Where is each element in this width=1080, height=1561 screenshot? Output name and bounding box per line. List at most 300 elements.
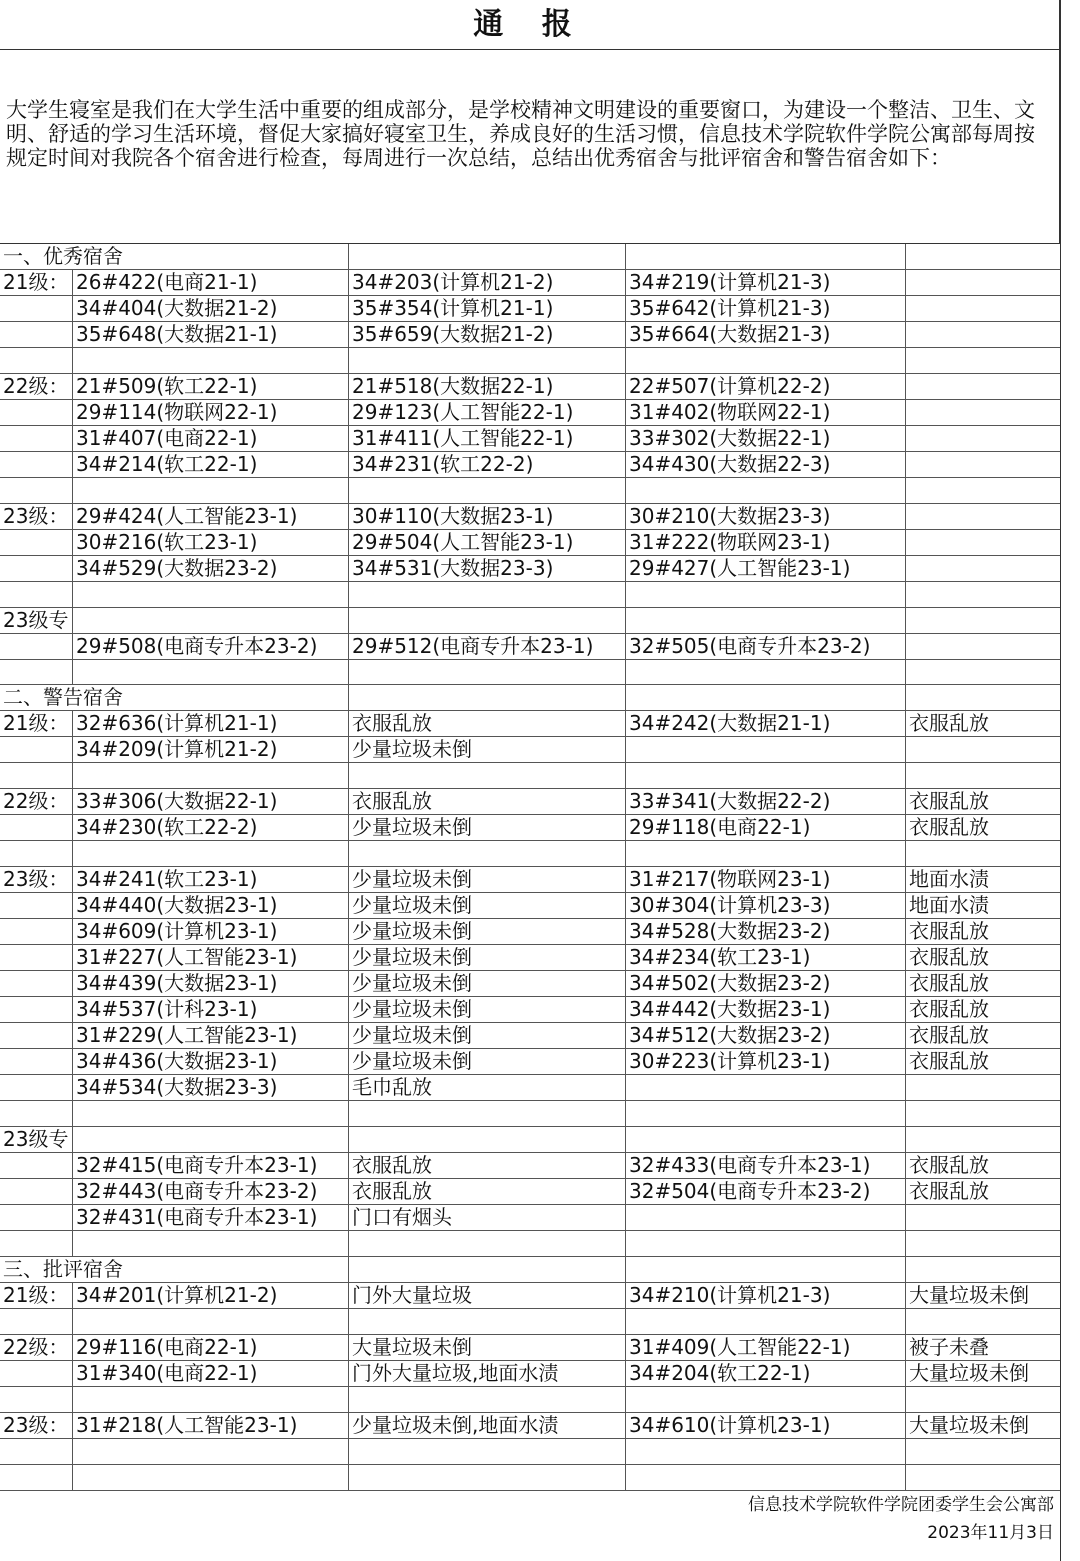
table-row	[0, 1335, 1060, 1361]
column-divider	[625, 1439, 626, 1464]
column-divider	[625, 997, 626, 1022]
table-cell: 门口有烟头	[352, 1204, 452, 1229]
table-row	[0, 1387, 1060, 1413]
table-cell: 衣服乱放	[909, 1152, 989, 1177]
column-divider	[72, 1127, 73, 1152]
intro-paragraph: 大学生寝室是我们在大学生活中重要的组成部分，是学校精神文明建设的重要窗口，为建设一个整洁、卫生、文明、舒适的学习生活环境，督促大家搞好寝室卫生，养成良好的生活习惯，信息技术学院软件学院公寓部每周按规定时间对我院各个宿舍进行检查，每周进行一次总结，总结出优秀宿舍与批评宿舍和警告宿舍如下：	[0, 50, 1060, 244]
column-divider	[348, 582, 349, 607]
column-divider	[905, 1335, 906, 1360]
table-row	[0, 893, 1060, 919]
table-cell: 22级：	[3, 373, 69, 398]
table-row	[0, 1231, 1060, 1257]
column-divider	[625, 348, 626, 373]
table-cell: 34#529(大数据23-2)	[76, 555, 278, 580]
column-divider	[625, 919, 626, 944]
column-divider	[72, 1205, 73, 1230]
column-divider	[348, 322, 349, 347]
table-cell: 34#204(软工22-1)	[629, 1360, 811, 1385]
table-cell: 衣服乱放	[352, 1152, 432, 1177]
column-divider	[905, 867, 906, 892]
table-cell: 大量垃圾未倒	[909, 1412, 1029, 1437]
column-divider	[348, 1231, 349, 1256]
column-divider	[348, 893, 349, 918]
column-divider	[348, 867, 349, 892]
column-divider	[905, 1179, 906, 1204]
column-divider	[625, 322, 626, 347]
column-divider	[905, 1283, 906, 1308]
table-cell: 31#229(人工智能23-1)	[76, 1023, 298, 1048]
table-cell: 30#110(大数据23-1)	[352, 503, 554, 528]
column-divider	[72, 867, 73, 892]
column-divider	[72, 452, 73, 477]
table-row	[0, 374, 1060, 400]
column-divider	[348, 556, 349, 581]
table-cell: 34#430(大数据22-3)	[629, 451, 831, 476]
column-divider	[348, 400, 349, 425]
column-divider	[348, 971, 349, 996]
table-cell: 34#610(计算机23-1)	[629, 1412, 831, 1437]
column-divider	[905, 971, 906, 996]
table-cell: 34#209(计算机21-2)	[76, 737, 278, 762]
table-cell: 29#118(电商22-1)	[629, 815, 811, 840]
table-row	[0, 1413, 1060, 1439]
table-cell: 衣服乱放	[909, 971, 989, 996]
table-cell: 二、警告宿舍	[3, 685, 123, 710]
table-cell: 毛巾乱放	[352, 1075, 432, 1099]
column-divider	[348, 1465, 349, 1490]
column-divider	[905, 1387, 906, 1412]
table-cell: 34#231(软工22-2)	[352, 451, 534, 476]
column-divider	[625, 556, 626, 581]
table-cell: 大量垃圾未倒	[909, 1360, 1029, 1385]
column-divider	[72, 1101, 73, 1126]
table-cell: 少量垃圾未倒	[352, 997, 472, 1022]
table-cell: 31#218(人工智能23-1)	[76, 1412, 298, 1437]
column-divider	[348, 1309, 349, 1334]
column-divider	[625, 452, 626, 477]
column-divider	[72, 660, 73, 685]
table-cell: 34#234(软工23-1)	[629, 945, 811, 970]
table-row	[0, 1153, 1060, 1179]
column-divider	[72, 608, 73, 633]
column-divider	[905, 893, 906, 918]
table-cell: 大量垃圾未倒	[352, 1334, 472, 1359]
table-row	[0, 815, 1060, 841]
column-divider	[72, 1231, 73, 1256]
table-row	[0, 1257, 1060, 1283]
column-divider	[348, 1153, 349, 1178]
table-cell: 31#340(电商22-1)	[76, 1360, 258, 1385]
table-row	[0, 1023, 1060, 1049]
column-divider	[348, 789, 349, 814]
column-divider	[72, 945, 73, 970]
column-divider	[72, 530, 73, 555]
table-cell: 衣服乱放	[909, 711, 989, 736]
column-divider	[625, 971, 626, 996]
column-divider	[348, 426, 349, 451]
column-divider	[625, 426, 626, 451]
column-divider	[625, 685, 626, 710]
column-divider	[348, 997, 349, 1022]
table-cell: 23级专	[3, 607, 69, 632]
table-row	[0, 945, 1060, 971]
table-cell: 22级：	[3, 1334, 69, 1359]
column-divider	[905, 608, 906, 633]
table-cell: 31#222(物联网23-1)	[629, 529, 831, 554]
table-cell: 衣服乱放	[909, 1178, 989, 1203]
column-divider	[905, 582, 906, 607]
column-divider	[625, 608, 626, 633]
table-cell: 少量垃圾未倒	[352, 815, 472, 840]
column-divider	[72, 1309, 73, 1334]
table-cell: 34#242(大数据21-1)	[629, 711, 831, 736]
column-divider	[72, 971, 73, 996]
table-cell: 衣服乱放	[909, 919, 989, 944]
table-cell: 32#504(电商专升本23-2)	[629, 1178, 871, 1203]
column-divider	[348, 815, 349, 840]
table-cell: 33#341(大数据22-2)	[629, 789, 831, 814]
column-divider	[348, 634, 349, 659]
table-cell: 34#436(大数据23-1)	[76, 1049, 278, 1074]
table-cell: 34#531(大数据23-3)	[352, 555, 554, 580]
table-cell: 少量垃圾未倒	[352, 893, 472, 918]
column-divider	[348, 1361, 349, 1386]
column-divider	[348, 1413, 349, 1438]
column-divider	[625, 374, 626, 399]
column-divider	[72, 1283, 73, 1308]
right-border	[1060, 0, 1061, 1561]
table-cell: 地面水渍	[909, 893, 989, 918]
table-row	[0, 322, 1060, 348]
column-divider	[348, 1439, 349, 1464]
table-cell: 32#431(电商专升本23-1)	[76, 1204, 318, 1229]
table-cell: 大量垃圾未倒	[909, 1282, 1029, 1307]
table-cell: 地面水渍	[909, 867, 989, 892]
table-row	[0, 867, 1060, 893]
column-divider	[625, 1361, 626, 1386]
table-cell: 35#354(计算机21-1)	[352, 295, 554, 320]
table-cell: 少量垃圾未倒	[352, 1049, 472, 1074]
column-divider	[72, 1049, 73, 1074]
table-row	[0, 504, 1060, 530]
column-divider	[905, 348, 906, 373]
column-divider	[625, 270, 626, 295]
table-cell: 34#210(计算机21-3)	[629, 1282, 831, 1307]
page-title: 通 报	[0, 0, 1060, 50]
table-cell: 34#534(大数据23-3)	[76, 1075, 278, 1099]
table-cell: 衣服乱放	[352, 1178, 432, 1203]
column-divider	[348, 1049, 349, 1074]
table-cell: 三、批评宿舍	[3, 1256, 123, 1281]
column-divider	[348, 1127, 349, 1152]
table-cell: 32#433(电商专升本23-1)	[629, 1152, 871, 1177]
table-cell: 32#415(电商专升本23-1)	[76, 1152, 318, 1177]
column-divider	[625, 1387, 626, 1412]
column-divider	[905, 1023, 906, 1048]
table-cell: 衣服乱放	[909, 1023, 989, 1048]
column-divider	[348, 1101, 349, 1126]
column-divider	[905, 1127, 906, 1152]
column-divider	[348, 1179, 349, 1204]
column-divider	[72, 426, 73, 451]
table-row	[0, 1127, 1060, 1153]
column-divider	[625, 1101, 626, 1126]
table-cell: 34#439(大数据23-1)	[76, 971, 278, 996]
column-divider	[72, 789, 73, 814]
column-divider	[905, 1413, 906, 1438]
column-divider	[905, 1231, 906, 1256]
table-cell: 31#407(电商22-1)	[76, 425, 258, 450]
table-row	[0, 711, 1060, 737]
column-divider	[72, 556, 73, 581]
table-row	[0, 1439, 1060, 1465]
table-row	[0, 296, 1060, 322]
table-cell: 30#304(计算机23-3)	[629, 893, 831, 918]
column-divider	[348, 348, 349, 373]
table-cell: 衣服乱放	[352, 789, 432, 814]
table-cell: 衣服乱放	[909, 789, 989, 814]
column-divider	[905, 1361, 906, 1386]
table-cell: 34#537(计科23-1)	[76, 997, 258, 1022]
column-divider	[905, 1439, 906, 1464]
table-cell: 21#509(软工22-1)	[76, 373, 258, 398]
column-divider	[72, 737, 73, 762]
table-cell: 31#402(物联网22-1)	[629, 399, 831, 424]
column-divider	[72, 893, 73, 918]
column-divider	[348, 1387, 349, 1412]
table-cell: 35#648(大数据21-1)	[76, 321, 278, 346]
column-divider	[72, 582, 73, 607]
table-cell: 34#241(软工23-1)	[76, 867, 258, 892]
table-row	[0, 1309, 1060, 1335]
column-divider	[625, 1179, 626, 1204]
table-row	[0, 400, 1060, 426]
table-cell: 衣服乱放	[909, 815, 989, 840]
table-cell: 少量垃圾未倒	[352, 919, 472, 944]
table-cell: 少量垃圾未倒	[352, 737, 472, 762]
table-cell: 一、优秀宿舍	[3, 244, 123, 268]
table-row	[0, 763, 1060, 789]
column-divider	[625, 1309, 626, 1334]
table-cell: 被子未叠	[909, 1334, 989, 1359]
table-cell: 少量垃圾未倒	[352, 945, 472, 970]
column-divider	[625, 244, 626, 269]
column-divider	[348, 608, 349, 633]
column-divider	[348, 1075, 349, 1100]
table-cell: 29#508(电商专升本23-2)	[76, 633, 318, 658]
table-row	[0, 1361, 1060, 1387]
column-divider	[905, 556, 906, 581]
table-cell: 26#422(电商21-1)	[76, 269, 258, 294]
table-cell: 33#302(大数据22-1)	[629, 425, 831, 450]
table-cell: 21#518(大数据22-1)	[352, 373, 554, 398]
column-divider	[905, 1465, 906, 1490]
column-divider	[905, 400, 906, 425]
table-cell: 21级：	[3, 269, 69, 294]
column-divider	[905, 634, 906, 659]
column-divider	[72, 919, 73, 944]
table-cell: 31#411(人工智能22-1)	[352, 425, 574, 450]
column-divider	[625, 945, 626, 970]
table-cell: 少量垃圾未倒	[352, 971, 472, 996]
column-divider	[625, 1049, 626, 1074]
table-cell: 34#440(大数据23-1)	[76, 893, 278, 918]
table-row	[0, 1465, 1060, 1491]
column-divider	[905, 1257, 906, 1282]
table-row	[0, 582, 1060, 608]
column-divider	[625, 1205, 626, 1230]
table-cell: 29#424(人工智能23-1)	[76, 503, 298, 528]
table-row	[0, 997, 1060, 1023]
column-divider	[625, 1465, 626, 1490]
column-divider	[905, 452, 906, 477]
column-divider	[348, 919, 349, 944]
column-divider	[905, 1309, 906, 1334]
table-cell: 34#203(计算机21-2)	[352, 269, 554, 294]
table-cell: 门外大量垃圾	[352, 1282, 472, 1307]
table-row	[0, 971, 1060, 997]
column-divider	[905, 504, 906, 529]
column-divider	[72, 400, 73, 425]
table-cell: 34#609(计算机23-1)	[76, 919, 278, 944]
column-divider	[72, 711, 73, 736]
table-cell: 衣服乱放	[909, 945, 989, 970]
column-divider	[72, 1465, 73, 1490]
column-divider	[72, 504, 73, 529]
table-row	[0, 1075, 1060, 1101]
table-cell: 21级：	[3, 711, 69, 736]
table-cell: 34#512(大数据23-2)	[629, 1023, 831, 1048]
table-cell: 34#230(软工22-2)	[76, 815, 258, 840]
column-divider	[348, 244, 349, 269]
column-divider	[72, 1413, 73, 1438]
column-divider	[625, 841, 626, 866]
table-cell: 衣服乱放	[352, 711, 432, 736]
column-divider	[905, 815, 906, 840]
table-row	[0, 1101, 1060, 1127]
column-divider	[348, 374, 349, 399]
table-cell: 34#442(大数据23-1)	[629, 997, 831, 1022]
column-divider	[625, 1153, 626, 1178]
table-cell: 35#659(大数据21-2)	[352, 321, 554, 346]
column-divider	[905, 1205, 906, 1230]
column-divider	[905, 919, 906, 944]
column-divider	[905, 1075, 906, 1100]
column-divider	[905, 530, 906, 555]
table-cell: 29#512(电商专升本23-1)	[352, 633, 594, 658]
column-divider	[72, 322, 73, 347]
table-cell: 22级：	[3, 789, 69, 814]
dormitory-table	[0, 244, 1060, 1491]
column-divider	[348, 841, 349, 866]
table-row	[0, 244, 1060, 270]
table-cell: 32#443(电商专升本23-2)	[76, 1178, 318, 1203]
table-cell: 少量垃圾未倒	[352, 1023, 472, 1048]
table-row	[0, 608, 1060, 634]
column-divider	[905, 270, 906, 295]
column-divider	[72, 997, 73, 1022]
table-row	[0, 841, 1060, 867]
column-divider	[348, 1257, 349, 1282]
table-row	[0, 452, 1060, 478]
column-divider	[625, 1335, 626, 1360]
table-cell: 31#217(物联网23-1)	[629, 867, 831, 892]
table-cell: 29#427(人工智能23-1)	[629, 555, 851, 580]
table-cell: 29#114(物联网22-1)	[76, 399, 278, 424]
column-divider	[72, 270, 73, 295]
column-divider	[625, 1023, 626, 1048]
column-divider	[625, 660, 626, 685]
table-row	[0, 478, 1060, 504]
column-divider	[625, 789, 626, 814]
column-divider	[348, 478, 349, 503]
column-divider	[905, 737, 906, 762]
table-row	[0, 1049, 1060, 1075]
column-divider	[348, 1205, 349, 1230]
column-divider	[348, 530, 349, 555]
table-cell: 34#201(计算机21-2)	[76, 1282, 278, 1307]
column-divider	[348, 685, 349, 710]
table-row	[0, 426, 1060, 452]
table-cell: 30#210(大数据23-3)	[629, 503, 831, 528]
table-row	[0, 789, 1060, 815]
table-row	[0, 737, 1060, 763]
column-divider	[625, 1075, 626, 1100]
table-cell: 32#505(电商专升本23-2)	[629, 633, 871, 658]
column-divider	[72, 296, 73, 321]
column-divider	[625, 504, 626, 529]
table-cell: 衣服乱放	[909, 1049, 989, 1074]
table-cell: 29#116(电商22-1)	[76, 1334, 258, 1359]
column-divider	[905, 711, 906, 736]
column-divider	[905, 763, 906, 788]
column-divider	[625, 763, 626, 788]
column-divider	[348, 1335, 349, 1360]
column-divider	[905, 296, 906, 321]
column-divider	[905, 322, 906, 347]
column-divider	[348, 945, 349, 970]
column-divider	[72, 478, 73, 503]
table-cell: 34#404(大数据21-2)	[76, 295, 278, 320]
column-divider	[625, 478, 626, 503]
column-divider	[72, 815, 73, 840]
table-cell: 31#409(人工智能22-1)	[629, 1334, 851, 1359]
column-divider	[72, 1439, 73, 1464]
table-cell: 30#216(软工23-1)	[76, 529, 258, 554]
table-cell: 35#664(大数据21-3)	[629, 321, 831, 346]
table-row	[0, 685, 1060, 711]
column-divider	[625, 1127, 626, 1152]
table-row	[0, 1283, 1060, 1309]
column-divider	[72, 374, 73, 399]
table-row	[0, 348, 1060, 374]
footer-date: 2023年11月3日	[927, 1523, 1054, 1543]
column-divider	[348, 452, 349, 477]
table-cell: 30#223(计算机23-1)	[629, 1049, 831, 1074]
column-divider	[905, 789, 906, 814]
table-cell: 34#528(大数据23-2)	[629, 919, 831, 944]
column-divider	[348, 1023, 349, 1048]
column-divider	[72, 1335, 73, 1360]
column-divider	[72, 348, 73, 373]
column-divider	[625, 1231, 626, 1256]
column-divider	[72, 634, 73, 659]
table-row	[0, 634, 1060, 660]
column-divider	[905, 478, 906, 503]
column-divider	[72, 1179, 73, 1204]
table-row	[0, 556, 1060, 582]
column-divider	[905, 426, 906, 451]
